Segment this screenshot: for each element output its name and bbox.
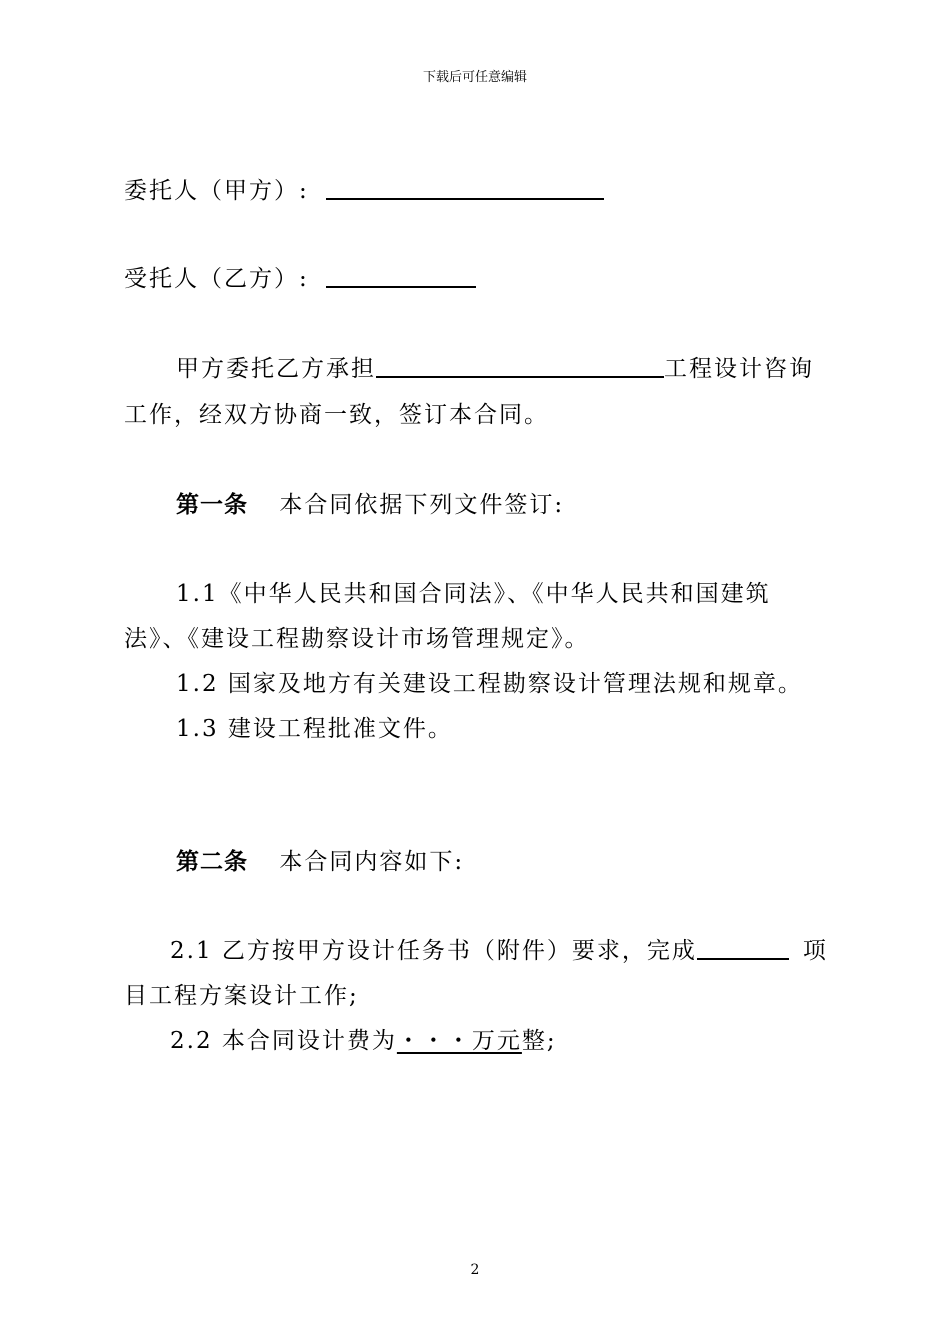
- fee-suffix: 整;: [521, 1028, 557, 1054]
- article-2-text: 本合同内容如下:: [279, 849, 465, 875]
- project-name-blank: [376, 352, 664, 378]
- article-1-heading: [176, 486, 564, 519]
- client-line: [124, 172, 604, 205]
- article-2-item-1-text: 2.1 乙方按甲方设计任务书（附件）要求，完成: [170, 938, 697, 964]
- intro-line-1: [176, 350, 814, 383]
- client-label: 委托人（甲方）:: [124, 178, 309, 204]
- article-1-item-3: 1.3 建设工程批准文件。: [176, 716, 453, 742]
- article-2-item-1-line-2: 目工程方案设计工作;: [124, 983, 359, 1009]
- contractor-line: [124, 260, 476, 293]
- intro-text-start: 甲方委托乙方承担: [176, 356, 376, 382]
- contractor-blank: [326, 262, 476, 288]
- intro-line-2: 工作，经双方协商一致，签订本合同。: [124, 402, 549, 428]
- article-2-item-1-line-1: [170, 932, 828, 965]
- article-1-item-1-line-2: 法》、《建设工程勘察设计市场管理规定》。: [124, 626, 590, 652]
- article-2-item-1-end: 项: [802, 938, 828, 964]
- article-1-text: 本合同依据下列文件签订:: [279, 492, 565, 518]
- article-2-title: 第二条: [176, 848, 248, 875]
- fee-text: 2.2 本合同设计费为: [170, 1028, 397, 1054]
- project-blank: [697, 934, 789, 960]
- page-header: 下载后可任意编辑: [422, 70, 527, 85]
- contractor-label: 受托人（乙方）:: [124, 266, 309, 292]
- article-2-heading: [176, 843, 464, 876]
- fee-amount: ・・・万元: [396, 1028, 522, 1054]
- page-number: 2: [470, 1262, 480, 1278]
- intro-text-end: 工程设计咨询: [664, 356, 814, 382]
- article-1-item-2: 1.2 国家及地方有关建设工程勘察设计管理法规和规章。: [176, 671, 803, 697]
- article-1-title: 第一条: [176, 491, 248, 518]
- article-2-item-2: [170, 1022, 557, 1055]
- article-1-item-1-line-1: 1.1《中华人民共和国合同法》、《中华人民共和国建筑: [176, 581, 771, 607]
- client-blank: [326, 174, 604, 200]
